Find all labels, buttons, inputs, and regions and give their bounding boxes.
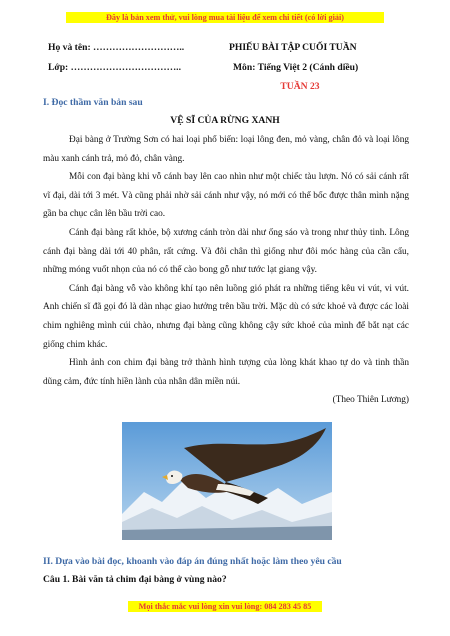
class-field: Lớp: …………………………….. — [48, 62, 181, 73]
section-2-title: II. Dựa vào bài đọc, khoanh vào đáp án đúng nhất hoặc làm theo yêu cầu — [43, 556, 342, 567]
story-credit: (Theo Thiên Lương) — [332, 395, 409, 406]
name-field: Họ và tên: ……………………….. — [48, 42, 185, 53]
paragraph-3: Cánh đại bàng rất khỏe, bộ xương cánh tròn dài như ống sáo và trong như thủy tinh. Lông cánh đại bàng dài tới 40 phân, rất cứng. Và đôi chân thì giống như đôi móc hàng của cần cẩu, những móng vuốt nhọn của nó có thể cào bong gỗ như tước lạt giang vậy. — [43, 227, 409, 276]
section-1-title: I. Đọc thầm văn bản sau — [43, 97, 143, 108]
week-label: TUẦN 23 — [280, 81, 320, 92]
paragraph-1: Đại bàng ở Trường Sơn có hai loại phổ biến: loại lông đen, mỏ vàng, chân đỏ và loại lông màu xanh cánh trả, mỏ đỏ, chân vàng. — [43, 135, 409, 164]
paragraph-2: Mỗi con đại bàng khi vỗ cánh bay lên cao nhìn như một chiếc tàu lượn. Nó có sải cánh rất vĩ đại, dài tới 3 mét. Và cũng phải nhờ sải cánh như vậy, nó mới có thể bốc được thân mình nặng gần ba chục cân lên bầu trời cao. — [43, 172, 409, 220]
question-1: Câu 1. Bài văn tả chim đại bàng ở vùng nào? — [43, 574, 227, 585]
paragraph-4: Cánh đại bàng vỗ vào không khí tạo nên luồng gió phát ra những tiếng kêu vi vút, vi vút. Anh chiến sĩ đã gọi đó là dàn nhạc giao hưởng trên bầu trời. Mặc dù có sức khoẻ và được các loài chim nghiêng mình cúi chào, nhưng đại bàng cũng không cậy sức khoẻ của mình để bắt nạt các giống chim khác. — [43, 283, 409, 350]
contact-banner: Mọi thắc mắc vui lòng xin vui lòng: 084 283 45 85 — [128, 601, 322, 612]
subject-label: Môn: Tiếng Việt 2 (Cánh diều) — [233, 62, 359, 73]
eagle-photo — [122, 422, 332, 540]
story-body — [43, 131, 409, 410]
paragraph-5: Hình ảnh con chim đại bàng trở thành hình tượng của lòng khát khao tự do và tinh thần dũng cảm, đức tính hiền lành của nhân dân miền núi. — [43, 358, 409, 387]
story-title: VỆ SĨ CỦA RỪNG XANH — [170, 115, 280, 126]
preview-banner: Đây là bản xem thử, vui lòng mua tài liệu để xem chi tiết (có lời giải) — [66, 12, 384, 23]
sheet-title: PHIẾU BÀI TẬP CUỐI TUẦN — [229, 42, 357, 53]
